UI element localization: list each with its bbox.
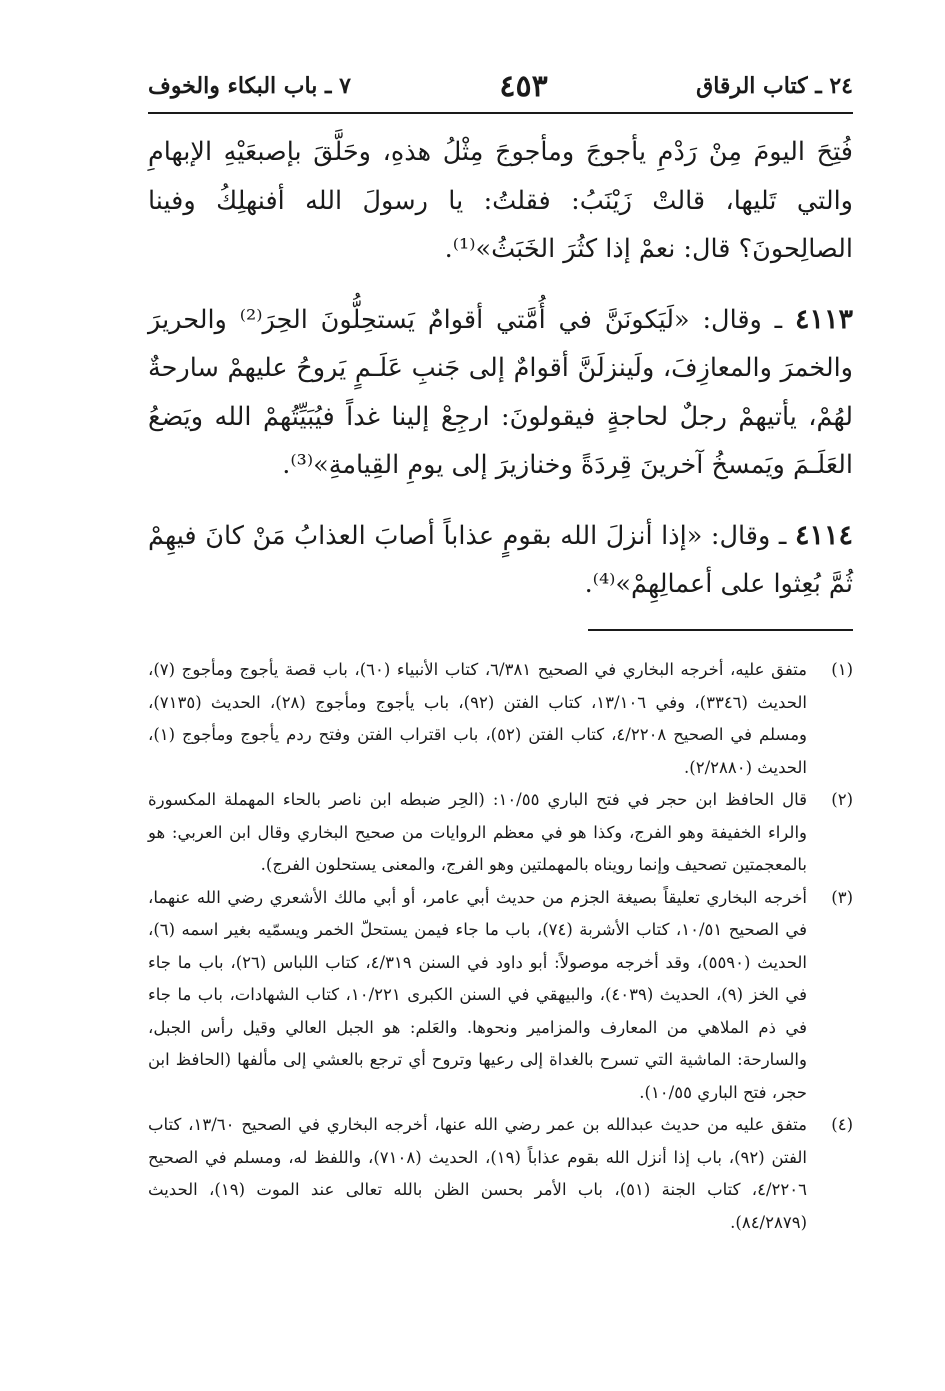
footnote-text: أخرجه البخاري تعليقاً بصيغة الجزم من حديث أبي عامر، أو أبي مالك الأشعري رضي الله عنهما، في الصحيح ١٠/٥١، كتاب الأشربة (٧٤)، باب ما جاء فيمن يستحلّ الخمر ويسمّيه بغير اسمه (٦)، الحديث (٥٥٩٠)، وقد أخرجه موصولاً: أبو داود في السنن ٤/٣١٩، كتاب اللباس (٢٦)، باب ما جاء في الخز (٩)، الحديث (٤٠٣٩)، والبيهقي في السنن الكبرى ١٠/٢٢١، كتاب الشهادات، باب ما جاء في ذم الملاهي من المعارف والمزامير ونحوها. والعَلم: هو الجبل العالي وقيل رأس الجبل، والسارحة: الماشية التي تسرح بالغداة إلى رعيها وتروح أي ترجع بالعشي إلى مألفها (الحافظ ابن حجر، فتح الباري ١٠/٥٥). — [148, 887, 807, 1102]
footnotes — [148, 654, 853, 1239]
footnote-3 — [148, 882, 853, 1110]
footnote-text: قال الحافظ ابن حجر في فتح الباري ١٠/٥٥: (الحِر ضبطه ابن ناصر بالحاء المهملة المكسورة والراء الخفيفة وهو الفرج، وكذا هو في معظم الروايات من صحيح البخاري وقال ابن العربي: هو بالمعجمتين تصحيف وإنما رويناه بالمهملتين وهو الفرج، والمعنى يستحلون الفرج). — [148, 790, 807, 874]
footnote-text: متفق عليه، أخرجه البخاري في الصحيح ٦/٣٨١، كتاب الأنبياء (٦٠)، باب قصة يأجوج ومأجوج (٧)، الحديث (٣٣٤٦)، وفي ١٣/١٠٦، كتاب الفتن (٩٢)، باب يأجوج ومأجوج (٢٨)، الحديث (٧١٣٥)، ومسلم في الصحيح ٤/٢٢٠٨، كتاب الفتن (٥٢)، باب اقتراب الفتن وفتح ردم يأجوج ومأجوج (١)، الحديث (٢/٢٨٨٠). — [148, 660, 808, 777]
footnote-1 — [148, 654, 853, 784]
header-section: ٧ ـ باب البكاء والخوف — [148, 73, 351, 99]
hadith-text: ـ وقال: «لَيَكونَنَّ في أُمَّتي أقوامٌ يَستحِلُّونَ الحِرَ⁽²⁾ والحريرَ والخمرَ والمعازِفَ، ولَينزلَنَّ أقوامٌ إلى جَنبِ عَلَـمٍ يَروحُ عليهمْ سارحةٌ لهُمْ، يأتيهمْ رجلٌ لحاجةٍ فيقولونَ: ارجِعْ إلينا غداً فيُبَيِّتُهمْ الله ويَضعُ العَلَـمَ ويَمسخُ آخرينَ قِردَةً وخنازيرَ إلى يومِ القِيامةِ»⁽³⁾. — [148, 304, 853, 480]
hadith-number: ٤١١٣ — [794, 303, 853, 335]
paragraph-text: فُتِحَ اليومَ مِنْ رَدْمِ يأجوجَ ومأجوجَ مِثْلُ هذهِ، وحَلَّقَ بإصبعَيْهِ الإبهامِ والتي تَليها، قالتْ زَيْنَبُ: فقلتُ: يا رسولَ الله أفنهلِكُ وفينا الصالِحونَ؟ قال: نعمْ إذا كثُرَ الخَبَثُ»⁽¹⁾. — [148, 137, 853, 264]
hadith-4114 — [148, 512, 853, 609]
hadith-text: ـ وقال: «إذا أنزلَ الله بقومٍ عذاباً أصابَ العذابُ مَنْ كانَ فيهِمْ ثُمَّ بُعِثوا على أعمالِهِمْ»⁽⁴⁾. — [148, 520, 853, 599]
footnote-4 — [148, 1109, 853, 1239]
header-chapter: ٢٤ ـ كتاب الرقاق — [696, 73, 853, 99]
hadith-4113 — [148, 296, 853, 490]
footnote-number: (٣) — [831, 887, 853, 907]
footnote-2 — [148, 784, 853, 882]
footnote-number: (١) — [831, 660, 853, 679]
footnote-number: (٢) — [831, 790, 853, 809]
footnote-number: (٤) — [831, 1115, 853, 1134]
main-text — [148, 128, 853, 631]
footnote-text: متفق عليه من حديث عبدالله بن عمر رضي الله عنها، أخرجه البخاري في الصحيح ١٣/٦٠، كتاب الفتن (٩٢)، باب إذا أنزل الله بقوم عذاباً (١٩)، الحديث (٧١٠٨)، واللفظ له، ومسلم في الصحيح ٤/٢٢٠٦، كتاب الجنة (٥١)، باب الأمر بحسن الظن بالله تعالى عند الموت (١٩)، الحديث (٨٤/٢٨٧٩). — [148, 1115, 808, 1232]
running-header — [148, 66, 853, 114]
paragraph-continuation — [148, 128, 853, 274]
page-number: ٤٥٣ — [499, 68, 548, 104]
hadith-number: ٤١١٤ — [794, 519, 853, 551]
footnote-separator — [588, 629, 853, 631]
